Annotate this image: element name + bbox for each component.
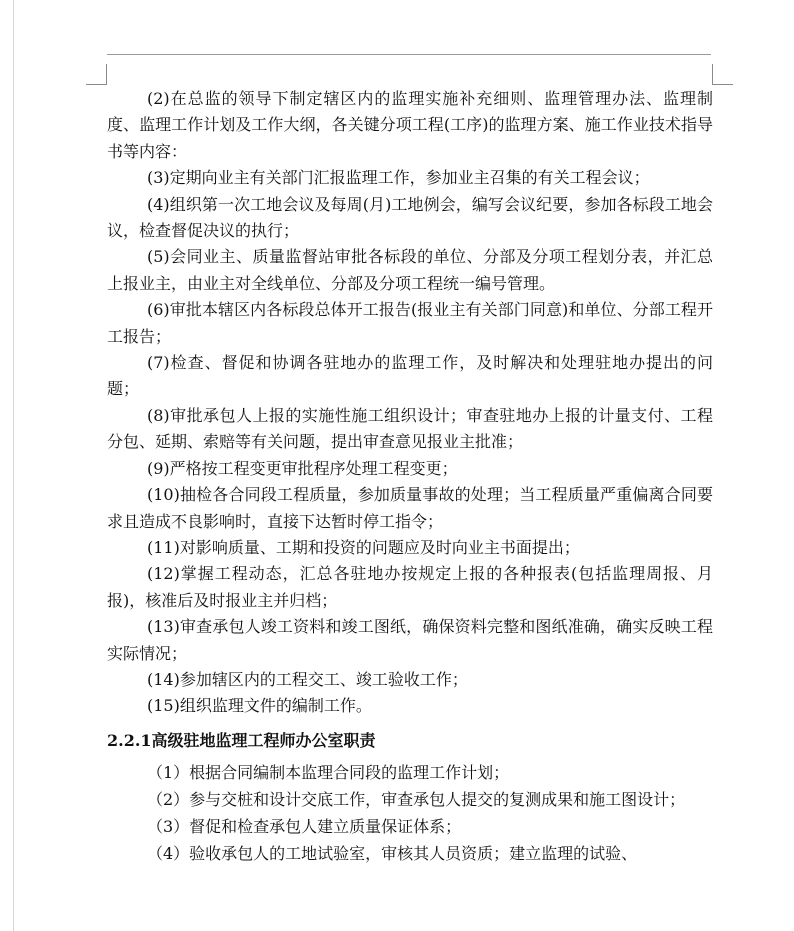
paragraph-item-5: (5)会同业主、质量监督站审批各标段的单位、分部及分项工程划分表，并汇总上报业主，由业主对全线单位、分部及分项工程统一编号管理。 [107,247,713,293]
section-heading: 2.2.1高级驻地监理工程师办公室职责 [107,730,376,750]
paragraph-item-10: (10)抽检各合同段工程质量，参加质量事故的处理；当工程质量严重偏离合同要求且造成不良影响时，直接下达暂时停工指令； [107,485,713,531]
paragraph-item-11: (11)对影响质量、工期和投资的问题应及时向业主书面提出； [147,537,580,557]
paragraph-item-14: (14)参加辖区内的工程交工、竣工验收工作； [147,669,468,689]
section-item-4: （4）验收承包人的工地试验室，审核其人员资质；建立监理的试验、 [147,843,638,863]
header-rule [107,54,711,55]
paragraph-item-9: (9)严格按工程变更审批程序处理工程变更； [147,458,458,478]
paragraph-item-7: (7)检查、督促和协调各驻地办的监理工作，及时解决和处理驻地办提出的问题； [107,353,713,399]
paragraph-item-4: (4)组织第一次工地会议及每周(月)工地例会，编写会议纪要，参加各标段工地会议，检查督促决议的执行； [107,194,713,241]
page-left-edge [13,0,14,931]
section-item-1: （1）根据合同编制本监理合同段的监理工作计划； [147,762,510,782]
document-body[interactable] [107,86,713,867]
paragraph-item-12: (12)掌握工程动态，汇总各驻地办按规定上报的各种报表(包括监理周报、月报)，核准后及时报业主并归档； [107,564,713,610]
paragraph-item-3: (3)定期向业主有关部门汇报监理工作，参加业主召集的有关工程会议； [147,168,650,188]
margin-corner-right [712,64,733,85]
paragraph-item-8: (8)审批承包人上报的实施性施工组织设计；审查驻地办上报的计量支付、工程分包、延期、索赔等有关问题，提出审查意见报业主批准； [107,405,713,452]
margin-corner-left [86,64,107,85]
paragraph-item-2: (2)在总监的领导下制定辖区内的监理实施补充细则、监理管理办法、监理制度、监理工作计划及工作大纲，各关键分项工程(工序)的监理方案、施工作业技术指导书等内容： [107,89,713,161]
paragraph-item-15: (15)组织监理文件的编制工作。 [147,696,372,716]
paragraph-item-13: (13)审查承包人竣工资料和竣工图纸，确保资料完整和图纸准确，确实反映工程实际情况； [107,617,713,663]
section-item-3: （3）督促和检查承包人建立质量保证体系； [147,816,462,836]
section-item-2: （2）参与交桩和设计交底工作，审查承包人提交的复测成果和施工图设计； [147,789,686,809]
paragraph-item-6: (6)审批本辖区内各标段总体开工报告(报业主有关部门同意)和单位、分部工程开工报告； [107,300,713,346]
